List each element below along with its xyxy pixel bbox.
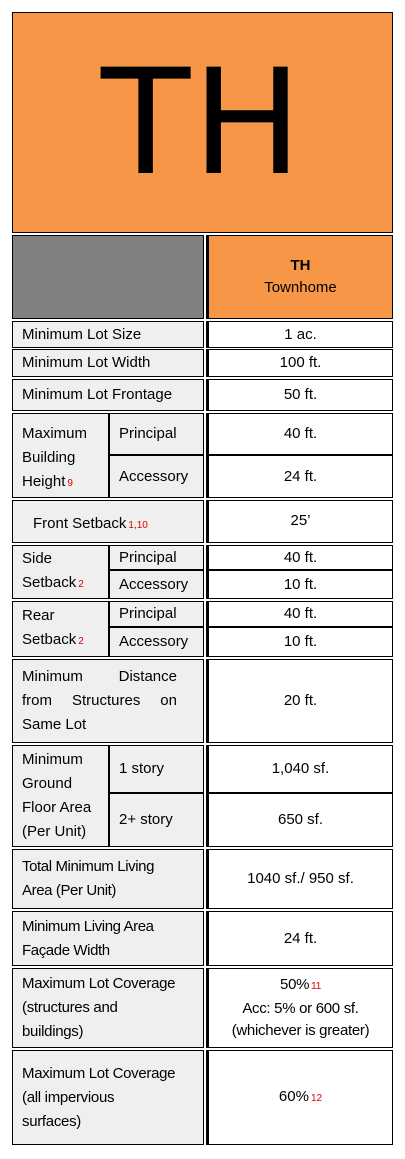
row-value-ground-one-story: 1,040 sf. [206,745,393,793]
row-label-living-area: Total Minimum Living Area (Per Unit) [12,849,204,909]
row-label-lot-size: Minimum Lot Size [12,321,204,348]
header-code: TH [290,257,311,274]
sub-label-ground-two-story: 2+ story [109,793,204,847]
row-value-height-accessory: 24 ft. [206,455,393,498]
header-name: Townhome [264,279,337,296]
footnote-ref: 2 [78,579,84,590]
sub-label-side-principal: Principal [109,545,204,570]
row-value-rear-accessory: 10 ft. [206,627,393,657]
district-code-large: TH [101,37,304,208]
row-label-coverage-impervious: Maximum Lot Coverage (all impervious surfaces) [12,1050,204,1145]
sub-label-ground-one-story: 1 story [109,745,204,793]
sub-label-height-principal: Principal [109,413,204,455]
row-value-living-area: 1040 sf./ 950 sf. [206,849,393,909]
row-value-lot-width: 100 ft. [206,349,393,377]
footnote-ref: 9 [67,478,73,489]
row-value-coverage-impervious: 60% 12 [206,1050,393,1145]
footnote-ref: 12 [310,1092,323,1104]
row-value-min-distance: 20 ft. [206,659,393,743]
row-label-coverage-structures: Maximum Lot Coverage (structures and buildings) [12,968,204,1048]
row-label-front-setback: Front Setback 1,10 [12,500,204,543]
row-label-lot-width: Minimum Lot Width [12,349,204,377]
footnote-ref: 1,10 [128,520,148,531]
footnote-ref: 11 [311,981,321,992]
row-label-building-height: Maximum Building Height 9 [12,413,109,498]
header-blank-cell [12,235,204,319]
row-value-rear-principal: 40 ft. [206,601,393,627]
row-value-lot-size: 1 ac. [206,321,393,348]
district-banner [12,12,393,233]
header-district-cell [206,235,393,319]
row-value-facade-width: 24 ft. [206,911,393,966]
row-label-min-distance: Minimum Distance from Structures on Same Lot [12,659,204,743]
row-value-front-setback: 25’ [206,500,393,543]
sub-label-side-accessory: Accessory [109,570,204,599]
row-value-side-principal: 40 ft. [206,545,393,570]
row-label-rear-setback: Rear Setback 2 [12,601,109,657]
row-value-ground-two-story: 650 sf. [206,793,393,847]
sub-label-height-accessory: Accessory [109,455,204,498]
row-value-coverage-structures: 50% 11 Acc: 5% or 600 sf. (whichever is greater) [206,968,393,1048]
row-value-side-accessory: 10 ft. [206,570,393,599]
row-label-lot-frontage: Minimum Lot Frontage [12,379,204,411]
footnote-ref: 2 [78,636,84,647]
row-label-side-setback: Side Setback 2 [12,545,109,599]
row-label-facade-width: Minimum Living Area Façade Width [12,911,204,966]
row-value-lot-frontage: 50 ft. [206,379,393,411]
row-value-height-principal: 40 ft. [206,413,393,455]
sub-label-rear-principal: Principal [109,601,204,627]
sub-label-rear-accessory: Accessory [109,627,204,657]
row-label-ground-floor: Minimum Ground Floor Area (Per Unit) [12,745,109,847]
